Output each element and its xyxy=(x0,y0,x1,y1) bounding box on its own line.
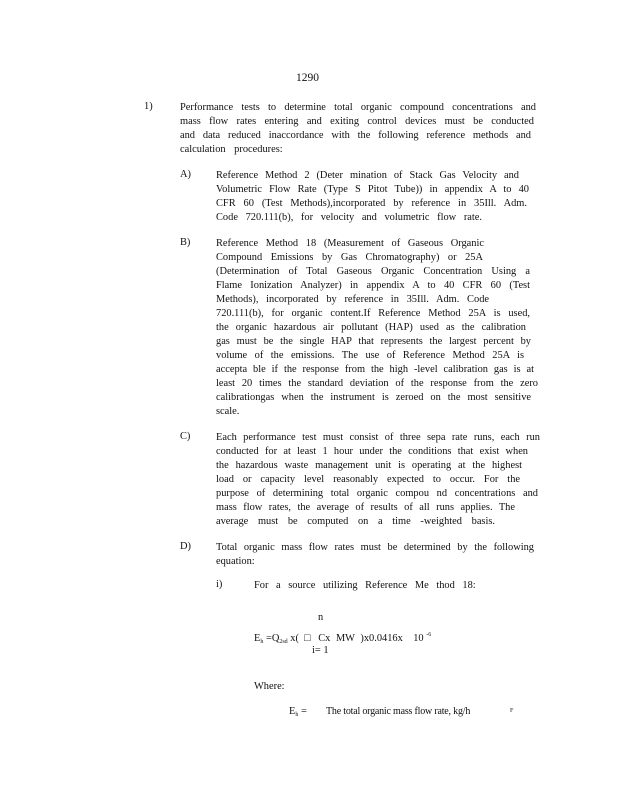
item-1-line: calculation procedures: xyxy=(180,144,283,155)
definition-equals: = xyxy=(300,706,307,717)
item-c-line: average must be computed on a time -weighted basis. xyxy=(216,516,495,527)
item-b-line: calibrationgas when the instrument is zeroed on the most sensitive xyxy=(216,392,531,403)
item-d-line: Total organic mass flow rates must be determined by the following xyxy=(216,542,534,553)
item-b-line: least 20 times the standard deviation of the response from the zero xyxy=(216,378,538,389)
item-b-label: B) xyxy=(180,237,191,248)
mass-flow-subscript: h xyxy=(260,639,264,645)
item-a-label: A) xyxy=(180,169,191,180)
item-b-line: Compound Emissions by Gas Chromatography) or 25A xyxy=(216,252,483,263)
summation-glyph: □ xyxy=(304,633,311,644)
item-i-label: i) xyxy=(216,579,223,590)
item-a-line: Reference Method 2 (Deter mination of Stack Gas Velocity and xyxy=(216,170,519,181)
item-i-text: For a source utilizing Reference Me thod 18: xyxy=(254,580,476,591)
equation-line xyxy=(254,628,431,649)
where-label: Where: xyxy=(254,681,285,692)
item-1-line: mass flow rates entering and exiting control devices must be conducted xyxy=(180,116,534,127)
definition-symbol: E xyxy=(289,706,296,717)
item-b-line: Methods), incorporated by reference in 35Ill. Adm. Code xyxy=(216,294,489,305)
item-b-line: the organic hazardous air pollutant (HAP) used as the calibration xyxy=(216,322,526,333)
definition-symbol-subscript: h xyxy=(295,712,299,718)
item-b-line: volume of the emissions. The use of Reference Method 25A is xyxy=(216,350,524,361)
item-b-line: Reference Method 18 (Measurement of Gaseous Organic xyxy=(216,238,484,249)
item-b-line: gas must be the single HAP that represents the largest percent by xyxy=(216,336,531,347)
item-a-line: Code 720.111(b), for velocity and volumetric flow rate. xyxy=(216,212,482,223)
item-a-line: Volumetric Flow Rate (Type S Pitot Tube)) in appendix A to 40 xyxy=(216,184,529,195)
definition-line xyxy=(289,705,307,722)
definition-text: The total organic mass flow rate, kg/h xyxy=(326,706,471,717)
item-c-line: purpose of determining total organic compou nd concentrations and xyxy=(216,488,538,499)
item-a-line: CFR 60 (Test Methods),incorporated by reference in 35Ill. Adm. xyxy=(216,198,527,209)
item-d-line: equation: xyxy=(216,556,255,567)
item-c-line: load or capacity level reasonably expected to occur. For the xyxy=(216,474,520,485)
power-exponent: -6 xyxy=(426,632,432,638)
item-1-line: Performance tests to determine total organic compound concentrations and xyxy=(180,102,536,113)
mass-flow-symbol: E xyxy=(254,633,261,644)
item-b-line: scale. xyxy=(216,406,240,417)
equation-terms: Cx MW )x0.0416x xyxy=(318,633,403,644)
sum-lower-limit: i= 1 xyxy=(312,645,329,656)
stray-mark: F xyxy=(510,708,514,714)
q-subscript: 2sd xyxy=(279,639,288,645)
item-c-line: Each performance test must consist of three sepa rate runs, each run xyxy=(216,432,540,443)
power-base: 10 xyxy=(413,633,424,644)
sum-upper-limit: n xyxy=(318,612,324,623)
item-b-line: Flame Ionization Analyzer) in appendix A to 40 CFR 60 (Test xyxy=(216,280,530,291)
equals-q: =Q xyxy=(263,633,280,644)
item-b-line: (Determination of Total Gaseous Organic Concentration Using a xyxy=(216,266,530,277)
item-d-label: D) xyxy=(180,541,191,552)
equation-mid: x( xyxy=(287,633,299,644)
item-c-line: the hazardous waste management unit is operating at the highest xyxy=(216,460,522,471)
item-c-line: conducted for at least 1 hour under the conditions that exist when xyxy=(216,446,528,457)
item-c-label: C) xyxy=(180,431,191,442)
page-number: 1290 xyxy=(296,72,319,84)
item-b-line: accepta ble if the response from the high -level calibration gas is at xyxy=(216,364,534,375)
item-1-label: 1) xyxy=(144,101,153,112)
item-1-line: and data reduced inaccordance with the following reference methods and xyxy=(180,130,531,141)
item-c-line: mass flow rates, the average of results of all runs applies. The xyxy=(216,502,515,513)
item-b-line: 720.111(b), for organic content.If Reference Method 25A is used, xyxy=(216,308,530,319)
